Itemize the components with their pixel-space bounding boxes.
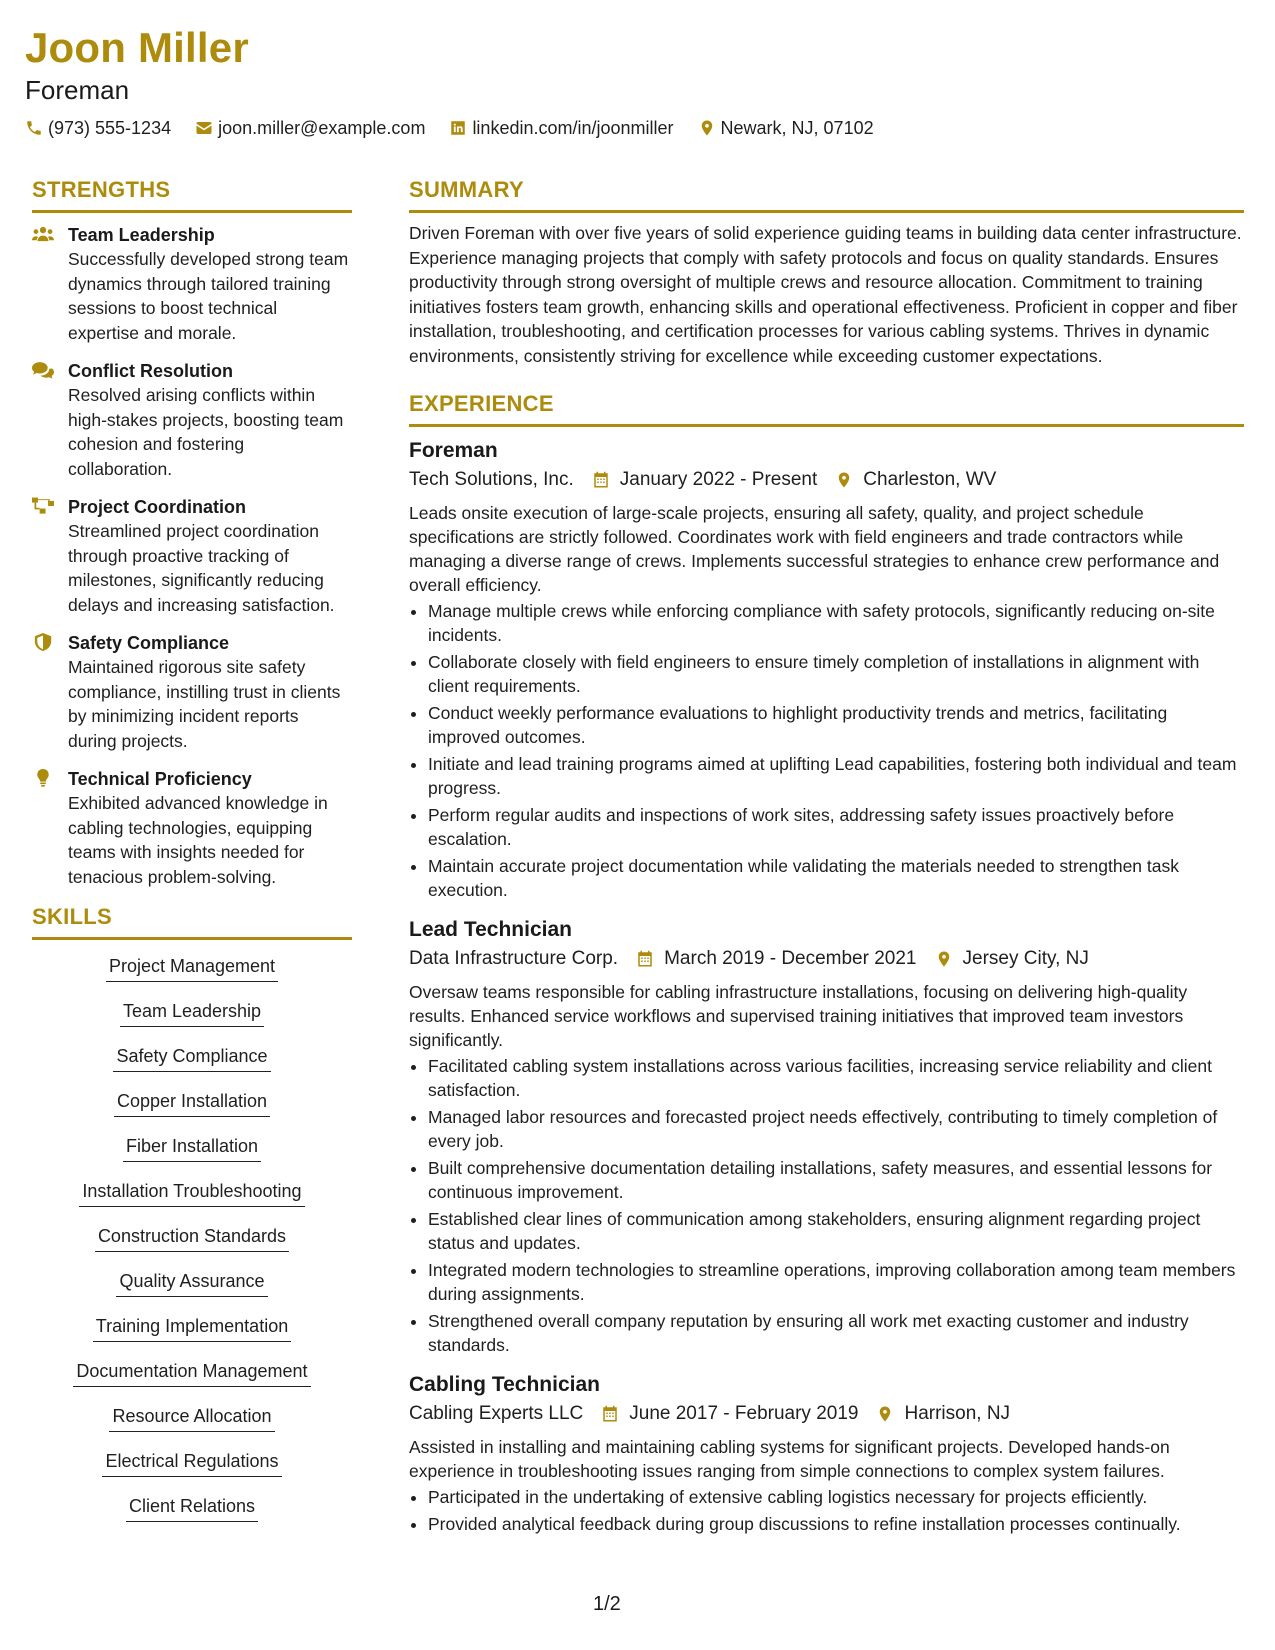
job-location: Charleston, WV <box>863 469 997 490</box>
job-title: Foreman <box>409 439 498 462</box>
bullet-item: • Strengthened overall company reputation by ensuring all work met exacting customer and industry standards. <box>428 1309 1244 1357</box>
section-divider <box>409 424 1244 427</box>
skill-item <box>32 1224 352 1269</box>
skill-label: Training Implementation <box>93 1314 291 1342</box>
strengths-heading: STRENGTHS <box>32 177 171 202</box>
contact-bar <box>25 116 1255 140</box>
contact-linkedin[interactable] <box>449 116 673 140</box>
page-indicator: 1/2 <box>593 1593 621 1615</box>
skills-heading: SKILLS <box>32 904 113 929</box>
skill-item <box>32 1269 352 1314</box>
candidate-name: Joon Miller <box>25 24 249 71</box>
resume-header <box>25 22 1255 140</box>
shield-icon <box>32 633 54 651</box>
strength-description: Resolved arising conflicts within high-stakes projects, boosting team cohesion and fostering collaboration. <box>68 385 344 479</box>
skill-item <box>32 1494 352 1539</box>
skill-item <box>32 1359 352 1404</box>
job-entry <box>409 437 1244 902</box>
skill-label: Team Leadership <box>120 999 264 1027</box>
skill-item <box>32 1179 352 1224</box>
experience-heading: EXPERIENCE <box>409 391 554 416</box>
strength-title: Safety Compliance <box>68 633 230 653</box>
map-pin-icon <box>698 119 716 137</box>
section-divider <box>409 210 1244 213</box>
section-divider <box>32 210 352 213</box>
skill-label: Fiber Installation <box>123 1134 261 1162</box>
calendar-icon <box>636 950 654 968</box>
job-location: Jersey City, NJ <box>962 948 1089 969</box>
job-dates: March 2019 - December 2021 <box>664 948 917 969</box>
job-entry <box>409 1371 1244 1536</box>
job-description: Oversaw teams responsible for cabling infrastructure installations, focusing on delivering high-quality results. Enhanced service workflows and supervised training initiatives that improved team investors significantly. <box>409 982 1188 1050</box>
bullet-item: • Conduct weekly performance evaluations to highlight productivity trends and metrics, facilitating improved outcomes. <box>428 701 1244 749</box>
skills-list <box>32 954 352 1539</box>
strength-title: Team Leadership <box>68 225 215 245</box>
skill-item <box>32 1404 352 1449</box>
skill-item <box>32 1449 352 1494</box>
contact-email[interactable] <box>195 116 425 140</box>
linkedin-text: linkedin.com/in/joonmiller <box>472 118 674 138</box>
job-bullets <box>409 1485 1244 1536</box>
job-entry <box>409 916 1244 1357</box>
job-dates: January 2022 - Present <box>619 469 818 490</box>
bullet-item: • Collaborate closely with field engineers to ensure timely completion of installations in alignment with client requirements. <box>428 650 1244 698</box>
strength-description: Exhibited advanced knowledge in cabling technologies, equipping teams with insights needed for tenacious problem-solving. <box>68 793 328 887</box>
contact-location <box>698 116 874 140</box>
strength-item <box>32 631 352 753</box>
calendar-icon <box>592 471 610 489</box>
summary-text: Driven Foreman with over five years of solid experience guiding teams in building data center infrastructure. Experience managing projects that comply with safety protocols and focus on quality standards. Ensures productivity through strong oversight of multiple crews and resource allocation. Commitment to training initiatives fosters team growth, enhancing skills and operational effectiveness. Proficient in copper and fiber installation, troubleshooting, and certification processes for various cabling systems. Thrives in dynamic environments, consistently striving for excellence while exceeding customer expectations. <box>409 223 1242 366</box>
strength-item <box>32 495 352 617</box>
job-description: Leads onsite execution of large-scale projects, ensuring all safety, quality, and project schedule specifications are strictly followed. Coordinates work with field engineers and trade contractors while managing a diverse range of crews. Implements successful strategies to enhance crew performance and overall efficiency. <box>409 503 1220 595</box>
bullet-item: • Integrated modern technologies to streamline operations, improving collaboration among team members during assignments. <box>428 1258 1244 1306</box>
strength-item <box>32 223 352 345</box>
users-icon <box>32 225 54 243</box>
skill-item <box>32 1314 352 1359</box>
job-bullets <box>409 1054 1244 1357</box>
strength-title: Technical Proficiency <box>68 769 252 789</box>
calendar-icon <box>601 1405 619 1423</box>
skill-label: Copper Installation <box>114 1089 270 1117</box>
bullet-item: • Provided analytical feedback during group discussions to refine installation processes continually. <box>428 1512 1244 1536</box>
skill-item <box>32 999 352 1044</box>
linkedin-icon <box>449 119 467 137</box>
left-column <box>32 176 352 1539</box>
skill-label: Construction Standards <box>95 1224 289 1252</box>
strength-item <box>32 359 352 481</box>
strength-description: Maintained rigorous site safety compliance, instilling trust in clients by minimizing incident reports during projects. <box>68 657 341 751</box>
company-name: Cabling Experts LLC <box>409 1403 584 1424</box>
bullet-item: • Built comprehensive documentation detailing installations, safety measures, and essential lessons for continuous improvement. <box>428 1156 1244 1204</box>
phone-icon <box>25 119 43 137</box>
skill-item <box>32 1134 352 1179</box>
bullet-item: • Participated in the undertaking of extensive cabling logistics necessary for projects efficiently. <box>428 1485 1244 1509</box>
skill-item <box>32 954 352 999</box>
company-name: Tech Solutions, Inc. <box>409 469 574 490</box>
candidate-role: Foreman <box>25 75 130 105</box>
skill-label: Client Relations <box>126 1494 258 1522</box>
bullet-item: • Perform regular audits and inspections of work sites, addressing safety issues proactively before escalation. <box>428 803 1244 851</box>
bullet-item: • Facilitated cabling system installations across various facilities, increasing service reliability and client satisfaction. <box>428 1054 1244 1102</box>
strength-description: Successfully developed strong team dynamics through tailored training sessions to boost technical expertise and morale. <box>68 249 349 343</box>
comments-icon <box>32 361 54 379</box>
envelope-icon <box>195 119 213 137</box>
right-column <box>409 176 1244 1550</box>
map-pin-icon <box>876 1405 894 1423</box>
skill-label: Electrical Regulations <box>102 1449 281 1477</box>
strength-description: Streamlined project coordination through proactive tracking of milestones, significantly reducing delays and increasing satisfaction. <box>68 521 335 615</box>
bullet-item: • Established clear lines of communication among stakeholders, ensuring alignment regarding project status and updates. <box>428 1207 1244 1255</box>
skill-label: Documentation Management <box>73 1359 310 1387</box>
summary-heading: SUMMARY <box>409 177 524 202</box>
skill-label: Project Management <box>106 954 278 982</box>
skill-label: Safety Compliance <box>113 1044 270 1072</box>
contact-phone[interactable] <box>25 116 171 140</box>
company-name: Data Infrastructure Corp. <box>409 948 619 969</box>
skill-item <box>32 1044 352 1089</box>
skill-label: Quality Assurance <box>116 1269 267 1297</box>
sitemap-icon <box>32 497 54 515</box>
job-dates: June 2017 - February 2019 <box>629 1403 859 1424</box>
map-pin-icon <box>935 950 953 968</box>
section-divider <box>32 937 352 940</box>
email-text: joon.miller@example.com <box>218 118 426 138</box>
map-pin-icon <box>835 471 853 489</box>
job-location: Harrison, NJ <box>904 1403 1011 1424</box>
lightbulb-icon <box>32 769 54 787</box>
strength-title: Project Coordination <box>68 497 247 517</box>
bullet-item: • Initiate and lead training programs aimed at uplifting Lead capabilities, fostering both individual and team progress. <box>428 752 1244 800</box>
strength-title: Conflict Resolution <box>68 361 233 381</box>
job-meta <box>409 1399 1244 1429</box>
bullet-item: • Managed labor resources and forecasted project needs effectively, contributing to timely completion of every job. <box>428 1105 1244 1153</box>
location-text: Newark, NJ, 07102 <box>720 118 874 138</box>
skill-label: Installation Troubleshooting <box>79 1179 304 1207</box>
skill-label: Resource Allocation <box>109 1404 274 1432</box>
job-title: Lead Technician <box>409 918 572 941</box>
job-bullets <box>409 599 1244 902</box>
bullet-item: • Maintain accurate project documentation while validating the materials needed to strengthen task execution. <box>428 854 1244 902</box>
job-description: Assisted in installing and maintaining cabling systems for significant projects. Developed hands-on experience in troubleshooting issues ranging from simple connections to complex system failures. <box>409 1437 1170 1481</box>
job-title: Cabling Technician <box>409 1373 600 1396</box>
skill-item <box>32 1089 352 1134</box>
job-meta <box>409 465 1244 495</box>
job-meta <box>409 944 1244 974</box>
phone-text: (973) 555-1234 <box>48 118 172 138</box>
bullet-item: • Manage multiple crews while enforcing compliance with safety protocols, significantly reducing on-site incidents. <box>428 599 1244 647</box>
strength-item <box>32 767 352 889</box>
